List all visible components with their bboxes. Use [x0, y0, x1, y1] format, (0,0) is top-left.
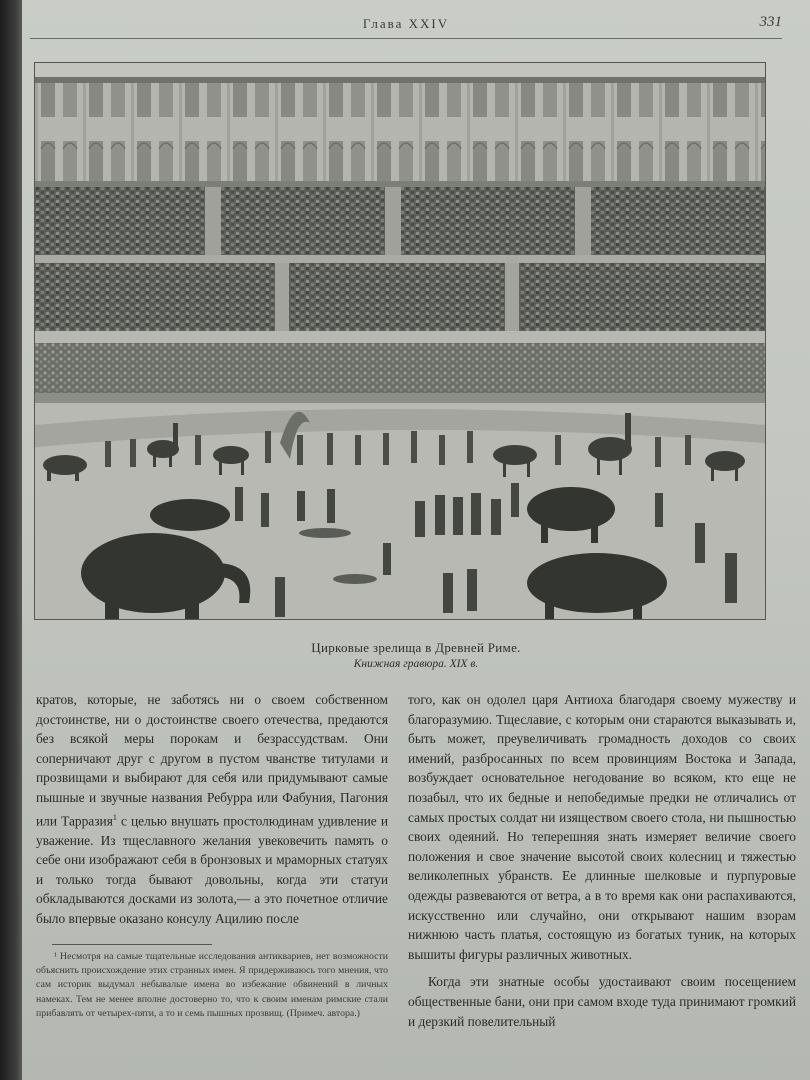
right-column-paragraph-1: того, как он одолел царя Антиоха благодаря своему мужеству и благоразумию. Тщеславие, с которым они стараются выказывать и, быть может, преувеличивать громадность доходов со своих имений, разбросанных по всем провинциям Востока и Запада, возбуждает основательное негодование во всяком, кто еще не позабыл, что их бедные и непобедимые предки не отличались от самых простых солдат ни изяществом своего стола, ни пышностью своих одеяний. Но теперешняя знать измеряет величие своего положения и свое значение высотой своих колесниц и тяжестью великолепных убранств. Ее длинные шелковые и пурпуровые одежды развеваются от ветра, а в то время как они распахиваются, искусственно или случайно, они открывают нашим взорам нижнюю часть платья, состоящую из богатых туник, на которых вышиты фигуры различных животных. [408, 692, 796, 962]
footnote-text: ¹ Несмотря на самые тщательные исследования антиквариев, нет возможности объяснить происхождение этих странных имен. Я придерживаюсь того мнения, что сам историк выдумал небывалые имена во избежание обвинений в личных намеках. Тем не менее вполне достоверно то, что к своим именам римские стали прибавлять от четырех-пяти, а то и семь пышных прозвищ. (Примеч. автора.) [36, 951, 388, 1019]
figure-caption-source: Книжная гравюра. XIX в. [353, 658, 479, 670]
footnote-divider [52, 944, 212, 945]
page-number: 331 [759, 14, 782, 30]
left-column-text-continued: с целью внушать простолюдинам удивление и уважение. Из тщеславного желания увековечить память о себе они изображают себя в бронзовых и мраморных статуях и только тогда бывают довольны, когда эти статуи обкладываются досками из золота,— а это почетное отличие было впервые оказано консулу Ацилию после [36, 813, 388, 926]
footnote [36, 950, 388, 1021]
right-column-paragraph-2: Когда эти знатные особы удостаивают своим посещением общественные бани, они при самом входе туда принимают громкий и дерзкий повелительный [408, 974, 796, 1029]
text-column-right [408, 690, 796, 1031]
engraving-illustration [34, 62, 766, 620]
left-column-paragraph [36, 690, 388, 929]
chapter-title: Глава XXIV [362, 16, 450, 31]
footnote-reference: 1 [112, 812, 117, 822]
left-column-text: кратов, которые, не заботясь ни о своем собственном достоинстве, ни о достоинстве своего отечества, предаются без всякой меры порокам и безрассудствам. Они соперничают друг с другом в пустом чванстве титулами и прозвищами и выбирают для себя или придумывают самые пышные и звучные названия Ребурра или Фабуния, Пагония или Тарразия [36, 692, 388, 829]
book-page [22, 0, 810, 1080]
figure-caption-title: Цирковые зрелища в Древней Риме. [311, 640, 521, 655]
arena-engraving-image [35, 63, 765, 619]
text-column-left [36, 690, 388, 929]
running-head [30, 14, 782, 39]
